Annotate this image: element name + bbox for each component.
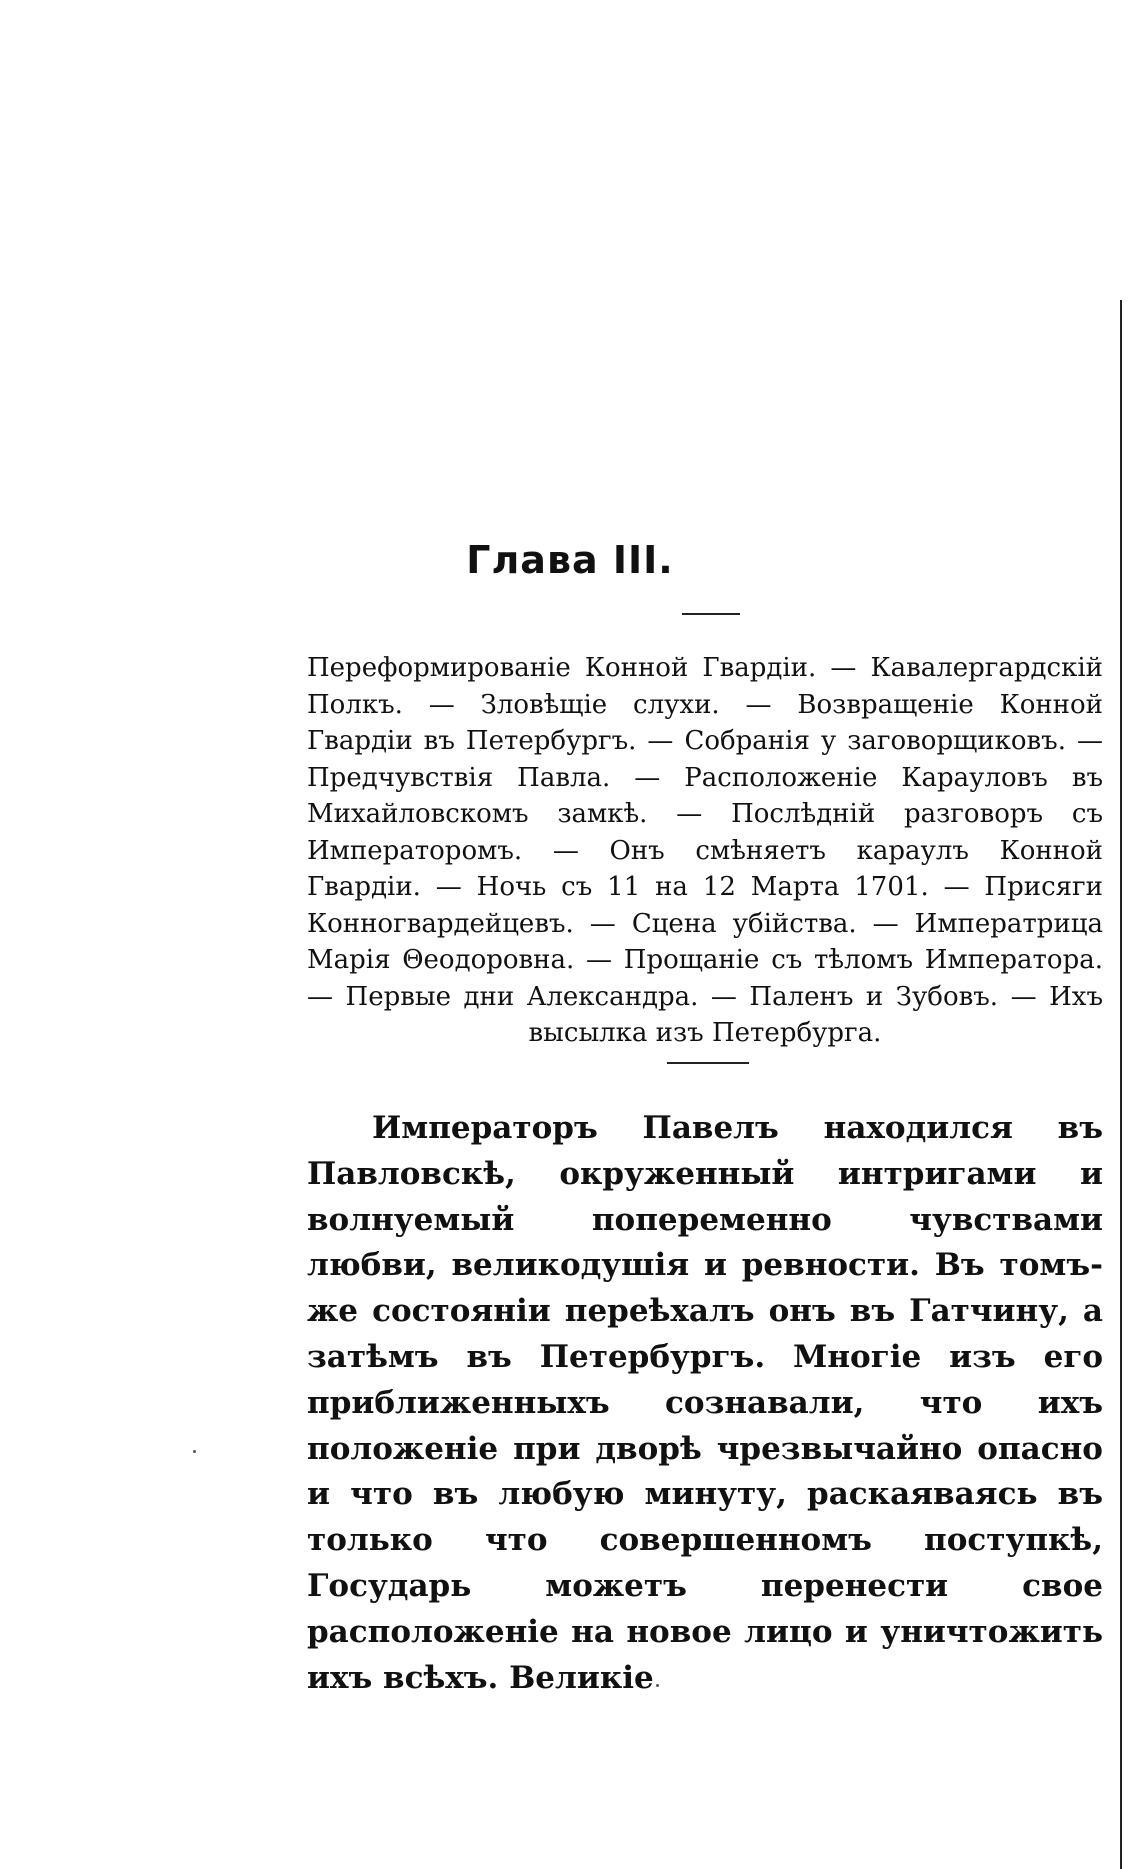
page-edge-line (1120, 300, 1122, 1869)
summary-divider (667, 1062, 749, 1064)
chapter-title: Глава III. (466, 538, 674, 582)
print-speck (193, 1450, 196, 1453)
title-divider (682, 613, 740, 615)
chapter-summary: Переформированіе Конной Гвардіи. — Кавалергардскій Полкъ. — Зловѣщіе слухи. — Возвращеніе Конной Гвардіи въ Петербургъ. — Собранія у заговорщиковъ. — Предчувствія Павла. — Расположеніе Карауловъ въ Михайловскомъ замкѣ. — Послѣдній разговоръ съ Императоромъ. — Онъ смѣняетъ караулъ Конной Гвардіи. — Ночь съ 11 на 12 Марта 1701. — Присяги Конногвардейцевъ. — Сцена убійства. — Императрица Марія Θеодоровна. — Прощаніе съ тѣломъ Императора. — Первые дни Александра. — Паленъ и Зубовъ. — Ихъ высылка изъ Петербурга. (307, 653, 1103, 1048)
body-paragraph: Императоръ Павелъ находился въ Павловскѣ, окруженный интригами и волнуемый попеременно чувствами любви, великодушія и ревности. Въ томъ-же состояніи переѣхалъ онъ въ Гатчину, а затѣмъ въ Петербургъ. Многіе изъ его приближенныхъ сознавали, что ихъ положеніе при дворѣ чрезвычайно опасно и что въ любую минуту, раскаяваясь въ только что совершенномъ поступкѣ, Государь можетъ перенести свое расположеніе на новое лицо и уничтожить ихъ всѣхъ. Великіе (307, 1110, 1103, 1696)
print-speck (656, 1684, 659, 1687)
